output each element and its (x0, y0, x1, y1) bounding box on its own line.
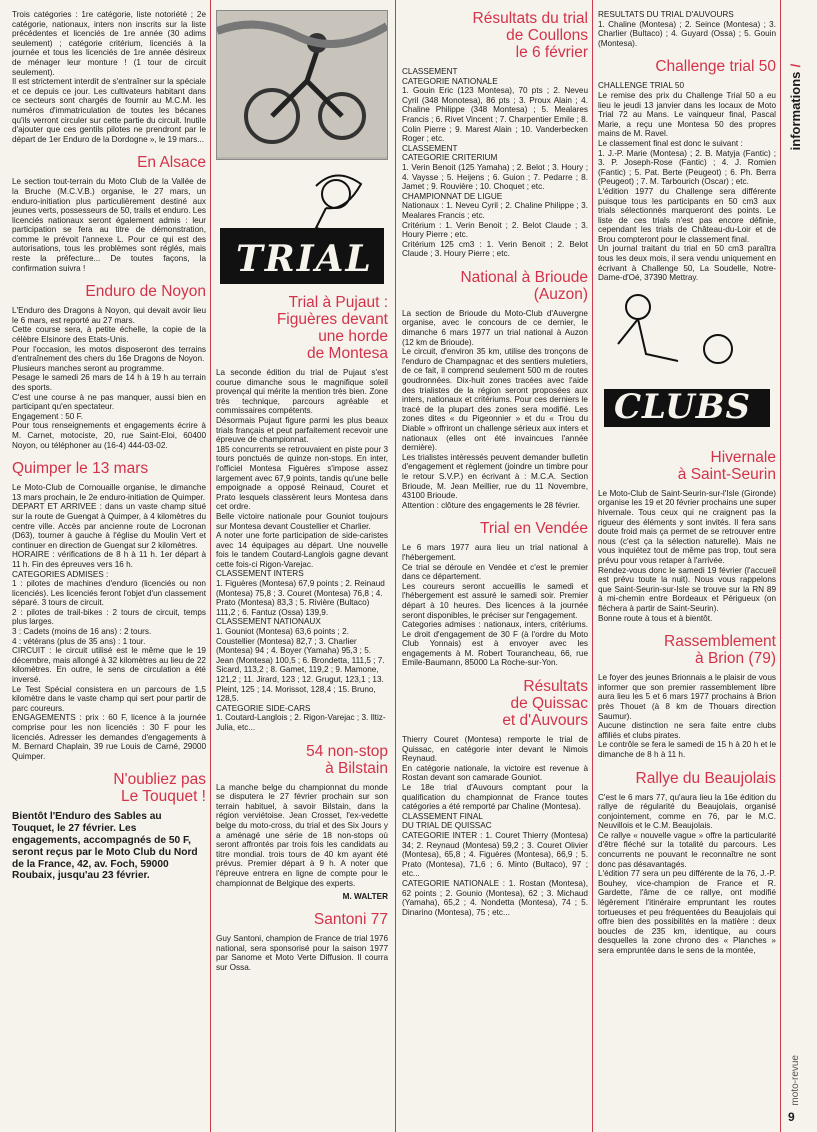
clubs-logo (598, 289, 776, 439)
trial-rider-photo (216, 10, 388, 160)
column-2 (216, 10, 388, 1128)
touquet-body: Bientôt l'Enduro des Sables au Touquet, le 27 février. Les engagements, accompagnés de 50 F, seront reçus par le Moto Club du Nord de la France, 42, av. Foch, 59000 Roubaix, jusqu'au 23 février. (12, 811, 198, 882)
column-1 (12, 10, 206, 1128)
section-label (788, 60, 803, 150)
trial-logo (216, 166, 388, 284)
sidebar (784, 0, 814, 1132)
touquet-title: N'oubliez pas Le Touquet ! (113, 771, 206, 806)
santoni-body: Guy Santoni, champion de France de trial 1976 national, sera sponsorisé pour la saison 1977 par Sanome et Moto Verte Diffusion. Il courra sur Ossa. (216, 934, 388, 972)
column-rule (210, 0, 211, 1132)
trial-logo-text: TRIAL (236, 238, 373, 280)
coullons-body: CLASSEMENT CATEGORIE NATIONALE 1. Gouin Eric (123 Montesa), 70 pts ; 2. Neveu Cyril (348 Monotesa), 86 pts ; 3. Proux Alain ; 4. Chaline Philippe (348 Montesa) ; 5. Mealares Francis ; 6. Rivet Vincent ; 7. Charpentier Emile ; 8. Colin Pierre ; 9. Marest Alain ; 10. Vanderbecken Roger ; etc. CLASSEMENT CATEGORIE CRITERIUM 1. Verin Benoit (125 Yamaha) ; 2. Belot ; 3. Houry ; 4. Vaysse ; 5. Heijens ; 6. Guion ; 7. Pedarre ; 8. Jamet ; 9. Rouvière ; 10. Choquet ; etc. CHAMPIONNAT DE LIGUE Nationaux : 1. Neveu Cyril ; 2. Chaline Philippe ; 3. Mealares Francis ; etc. Critérium : 1. Verin Benoit ; 2. Belot Claude ; 3. Houry Pierre ; etc. Critérium 125 cm3 : 1. Verin Benoit ; 2. Belot Claude ; 3. Houry Pierre ; etc. (402, 67, 588, 259)
challenge-title: Challenge trial 50 (655, 58, 776, 76)
hivernale-title: Hivernale à Saint-Seurin (677, 448, 776, 483)
vendee-body: Le 6 mars 1977 aura lieu un trial national à l'hébergement. Ce trial se déroule en Vendée et c'est le premier dans ce département. Les coureurs seront accueillis le samedi et l'hébergement est assuré le samedi soir. Premier départ à 10 heures. Des licences à la journée seront disponibles, le préciser sur l'engagement. Categories admises : nationaux, inters, critériums. Le droit d'engagement de 30 F (à l'ordre du Moto Club Yonnais) est à envoyer avec les engagements à M. Robert Tourancheau, 66, rue Emile-Baumann, 85000 La Roche-sur-Yon. (402, 543, 588, 668)
column-rule (395, 0, 396, 1132)
quissac-body: Thierry Couret (Montesa) remporte le trial de Quissac, en catégorie inter devant le Nimois Reynaud. En catégorie nationale, la victoire est revenue à Rostan devant son camarade Gouniot. Le 18e trial d'Auvours comptant pour la qualification du championnat de France toutes catégories a été remporté par Chaline (Montesa). CLASSEMENT FINAL DU TRIAL DE QUISSAC CATEGORIE INTER : 1. Couret Thierry (Montesa) 34; 2. Reynaud (Montesa) 59,2 ; 3. Couret Olivier (Montesa), 65,8 ; 4. Figuères (Montesa), 66,9 ; 5. Prato (Montesa), 71,6 ; 6. Minto (Bultaco), 97 ; etc... CATEGORIE NATIONALE : 1. Rostan (Montesa), 62 points ; 2. Gounio (Montesa), 62 ; 3. Michaud (Yamaha), 65,2 ; 4. Nondetta (Montesa), 74 ; 5. Dinarino (Montesa), 75 ; etc... (402, 735, 588, 917)
column-rule (780, 0, 781, 1132)
noyon-title: Enduro de Noyon (85, 283, 206, 301)
quimper-body: Le Moto-Club de Cornouaille organise, le dimanche 13 mars prochain, le 2e enduro-initiation de Quimper. DEPART ET ARRIVEE : dans un vaste champ situé sur la route de Guengat à Quimper, à 4 kilomètres du centre ville. Accès par ancienne route de Locronan (D63), tourner à gauche à l'église du Moulin Vert et continuer en direction de Guengat sur 2 kilomètres. HORAIRE : vérifications de 8 h à 11 h. 1er départ à 11 h. Fin des épreuves vers 16 h. CATEGORIES ADMISES : 1 : pilotes de machines d'enduro (licenciés ou non licenciés). Les licenciés feront l'objet d'un classement séparé. 3 tours de circuit. 2 : pilotes de trail-bikes : 2 tours de circuit, temps plus larges. 3 : Cadets (moins de 16 ans) : 2 tours. 4 : vétérans (plus de 35 ans) : 1 tour. CIRCUIT : le circuit utilisé est le même que le 19 décembre, mais allongé à 32 kilomètres au lieu de 22 kilomètres. En outre, le sens de circulation a été inversé. Le Test Spécial consistera en un parcours de 1,5 kilomètre dans le vaste champ qui sert pour partir de parc coureurs. ENGAGEMENTS : prix : 60 F, licence à la journée comprise pour les non licenciés : 30 F pour les licenciés. Adresser les demandes d'engagements à M. Bernard Chaplain, 39 rue Louis de Carné, 29000 Quimper. (12, 483, 206, 761)
quissac-title: Résultats de Quissac et d'Auvours (502, 678, 588, 730)
pujaut-body: La seconde édition du trial de Pujaut s'est courue dimanche sous le magnifique soleil provençal qui mérite la mention très bien. Zone très technique, parcours agréable et commissaires compétents. Désormais Pujaut figure parmi les plus beaux trials français et peut parfaitement recevoir une épreuve de championnat. 185 concurrents se retrouvaient en piste pour 3 tours ponctués de quinze non-stops. En inter, l'officiel Montesa Figuères s'impose assez largement avec 67,9 points, tandis qu'une belle empoignade a opposé Reinaud, Couret et Prato lesquels classèrent leurs Montesa dans cet ordre. Belle victoire nationale pour Gouniot toujours sur Montesa devant Coustellier et Charlier. A noter une forte participation de side-caristes avec 14 équipages au départ. Une nouvelle fois le tandem Coutard-Langlois gagne devant cette fois-ci Rigon-Varejac. (216, 368, 388, 569)
auvours-results: RESULTATS DU TRIAL D'AUVOURS 1. Chaline (Montesa) ; 2. Seince (Montesa) ; 3. Charlier (Bultaco) ; 4. Guyard (Ossa) ; 5. Gouin (Montesa). (598, 10, 776, 48)
brion-body: Le foyer des jeunes Brionnais a le plaisir de vous informer que son premier rassemblement libre aura lieu les 5 et 6 mars 1977 prochains à Brion près Thouet (à 8 km de Thouars direction Saumur). Aucune distinction ne sera faite entre clubs affiliés et clubs pirates. Le contrôle se fera le samedi de 15 h à 20 h et le dimanche de 8 h à 11 h. (598, 673, 776, 759)
vendee-title: Trial en Vendée (479, 520, 588, 538)
clubs-logo-text: CLUBS (614, 386, 752, 427)
section-label-text: informations (788, 71, 803, 151)
alsace-title: En Alsace (137, 154, 206, 172)
column-rule (592, 0, 593, 1132)
magazine-name: moto-revue (790, 1055, 801, 1106)
column-4 (598, 10, 776, 1128)
challenge-body: CHALLENGE TRIAL 50 Le remise des prix du Challenge Trial 50 a eu lieu le jeudi 13 janvier dans les locaux de Moto Trial 72 au Mans. Le vainqueur final, Pascal Marie, a reçu une Montesa 50 des propres mains de M. Ravel. Le classement final est donc le suivant : 1. J.-P. Marie (Montesa) ; 2. B. Matyja (Fantic) ; 3. P. Joseph-Rose (Fantic) ; 4. J. Romien (Fantic) ; 5. Pat. Berte (Peugeot) ; 6. Ph. Berra (Peugeot) ; 7. M. Tarbourich (Oscar) ; etc. L'édition 1977 du Challenge sera différente puisque tous les participants en 50 cm3 aux trials sélectionnés marqueront des points. Le liste de ces trials n'est pas encore définie, cependant les trials de Château-du-Loir et de Brou compteront pour le classement final. Un journal traitant du trial en 50 cm3 paraîtra tous les deux mois, il sera vendu uniquement en écrivant à Challenge 50, La Soudelle, Notre-Dame-d'Oé, 37390 Mettray. (598, 81, 776, 283)
coullons-title: Résultats du trial de Coullons le 6 février (472, 10, 588, 61)
page-number: 9 (788, 1110, 795, 1124)
brion-title: Rassemblement à Brion (79) (664, 633, 776, 668)
bilstain-signature: M. WALTER (342, 892, 388, 902)
quimper-title: Quimper le 13 mars (12, 460, 149, 478)
pujaut-results: CLASSEMENT INTERS 1. Figuères (Montesa) 67,9 points ; 2. Reinaud (Montesa) 75,8 ; 3. Couret (Montesa) 76,8 ; 4. Prato (Montesa) 83,3 ; 5. Rivière (Bultaco) 111,2 ; 6. Fantuz (Ossa) 139,9. CLASSEMENT NATIONAUX 1. Gouniot (Montesa) 63,6 points ; 2. Coustellier (Montesa) 82,7 ; 3. Charlier (Montesa) 94 ; 4. Boyer (Yamaha) 95,3 ; 5. Jean (Montesa) 100,5 ; 6. Brondetta, 111,5 ; 7. Sicard, 113,2 ; 8. Gamet, 119,2 ; 9. Mamone, 121,2 ; 11. Jirard, 123 ; 12. Grugut, 123,1 ; 13. Pleint, 125 ; 14. Morissot, 128,4 ; 15. Bruno, 128,5. CATEGORIE SIDE-CARS 1. Coutard-Langlois ; 2. Rigon-Varejac ; 3. Iltiz-Julia, etc... (216, 569, 386, 732)
santoni-title: Santoni 77 (313, 911, 388, 929)
pujaut-title: Trial à Pujaut : Figuères devant une horde de Montesa (276, 294, 388, 362)
column-3 (402, 10, 588, 1128)
beaujolais-body: C'est le 6 mars 77, qu'aura lieu la 16e édition du rallye de régularité du Beaujolais, organisé conjointement, comme en 76, par le M.C. Neuvillois et le C.M. Beaujolais. Ce rallye « nouvelle vague » offre la particularité d'être fléché sur la totalité du parcours. Les concurrents ne pouvant le reconnaître ne sont donc pas désavantagés. L'édition 77 sera un peu différente de la 76, J.-P. Bouhey, vice-champion de France et R. Gardette, l'âme de ce rallye, ont modifié légèrement l'itinéraire empruntant les routes tortueuses et peu fréquentées du Beaujolais qui offre bien des possibilités en la matière : deux boucles de 235 km, identique, au cours desquelles la zone chrono des « Planches » sera empruntée dans le sens de la montée, (598, 792, 776, 955)
brioude-body: La section de Brioude du Moto-Club d'Auvergne organise, avec le concours de ce dernier, le dimanche 6 mars 1977 un trial national à Auzon (12 km de Brioude). Le circuit, d'environ 35 km, utilise des tronçons de l'enduro de Champagnac et des sentiers muletiers, de ce fait, il comprend seulement 500 m de routes goudronnées. Dix-huit zones tracées avec l'aide des trialistes de la région seront proposées aux inters, nationaux et critériums. Pour ces derniers le tracé de la plupart des zones sera modifié. Les zones dites « du Pigeonnier » et du « Trou du Diable » offriront un challenge sérieux aux inters et nationaux (elles ont été invaincues l'année dernière). Les trialistes intéressés peuvent demander bulletin d'engagement et règlement (joindre un timbre pour le retour S.V.P.) en écrivant à : M.C.A. Section Brioude, M. Jean Meillier, rue du 11 Novembre, 43100 Brioude. Attention : clôture des engagements le 28 février. (402, 308, 588, 510)
hivernale-body: Le Moto-Club de Saint-Seurin-sur-l'Isle (Gironde) organise les 19 et 20 février prochains une super hivernale. Tous ceux qui ne craignent pas la rigueur des éléments y sont invités. Il fera sans doute froid mais ça permet de se retrouver entre nous (c'est ça la sélection naturelle). Mais ne vous inquiétez tout de même pas trop, tout sera prévu pour vous retaper à l'arrivée. Rendez-vous donc le samedi 19 février (l'accueil est prévu toute la nuit). Nous vous rappelons que Saint-Seurin-sur-Isle se trouve sur la RN 89 à mi-chemin entre Bordeaux et Périgueux (on fléchera à partir de Saint-Seurin). Bonne route à tous et à bientôt. (598, 488, 776, 623)
brioude-title: National à Brioude (Auzon) (460, 268, 588, 303)
section-slash: / (788, 64, 803, 68)
noyon-body: L'Enduro des Dragons à Noyon, qui devait avoir lieu le 6 mars, est reporté au 27 mars. Cette course sera, à petite échelle, la copie de la célèbre Elsinore des Etats-Unis. Pour l'occasion, les motos disposeront des terrains d'entraînement des chers du 16e Dragons de Noyon. Plusieurs manches seront au programme. Pesage le samedi 26 mars de 14 h à 19 h au terrain des sports. C'est une course à ne pas manquer, aussi bien en participant qu'en spectateur. Engagement : 50 F. Pour tous renseignements et engagements écrire à M. Carnet, motociste, 20, rue Saint-Eloi, 60400 Noyon, ou téléphoner au (16-4) 444-03-02. (12, 306, 206, 450)
photo-placeholder-icon (217, 11, 387, 157)
bilstain-body: La manche belge du championnat du monde se disputera le 27 février prochain sur son terrain habituel, à savoir Bilstain, dans la région verviétoise. Jean Crosset, l'ex-vedette belge du moto-cross, du trial et des Six Jours y a aménagé une série de 18 non-stops où seront affrontés par trois fois les candidats au titre mondial. trois tours de 40 km ayant été prévus. Premier départ à 9 h. A noter que l'épreuve entrera en ligne de compte pour le championnat de Belgique des experts. (216, 782, 388, 888)
bilstain-title: 54 non-stop à Bilstain (306, 742, 388, 777)
intro-text: Trois catégories : 1re catégorie, liste notoriété ; 2e catégorie, nationaux, inters non inscrits sur la liste précédentes et licenciés de 1re année (30 adims seulement) ; catégorie critérium, licenciés à la journée et tous les licenciés de 1re année désireux de ménager leur monture ! (1 tour de circuit seulement). Il est strictement interdit de s'entraîner sur la spéciale et ce depuis ce jour. Les cultivateurs habitant dans ce secteurs sont chargés de fournir au M.C.M. les numéros d'immatriculation de toutes les bécanes qu'ils verront circuler sur cette partie du circuit. Inutile d'ajouter que ces gentils pilotes ne prendront par le départ de 1er Enduro de la Dordogne », le 19 mars... (12, 10, 206, 144)
beaujolais-title: Rallye du Beaujolais (635, 769, 776, 787)
alsace-body: Le section tout-terrain du Moto Club de la Vallée de la Bruche (M.C.V.B.) organise, le 27 mars, un enduro-initiation plus particulièrement destiné aux jeunes verts, possesseurs de 50, trails et enduro. Les licenciés nationaux seront également admis : leur participation se fera au titre de démonstration, comme le prévoit l'annexe L. Pour ce qui est des autorisations, tous les problèmes sont réglés, mais reste la préfecture... De toutes façons, la confirmation suivra ! (12, 177, 206, 273)
